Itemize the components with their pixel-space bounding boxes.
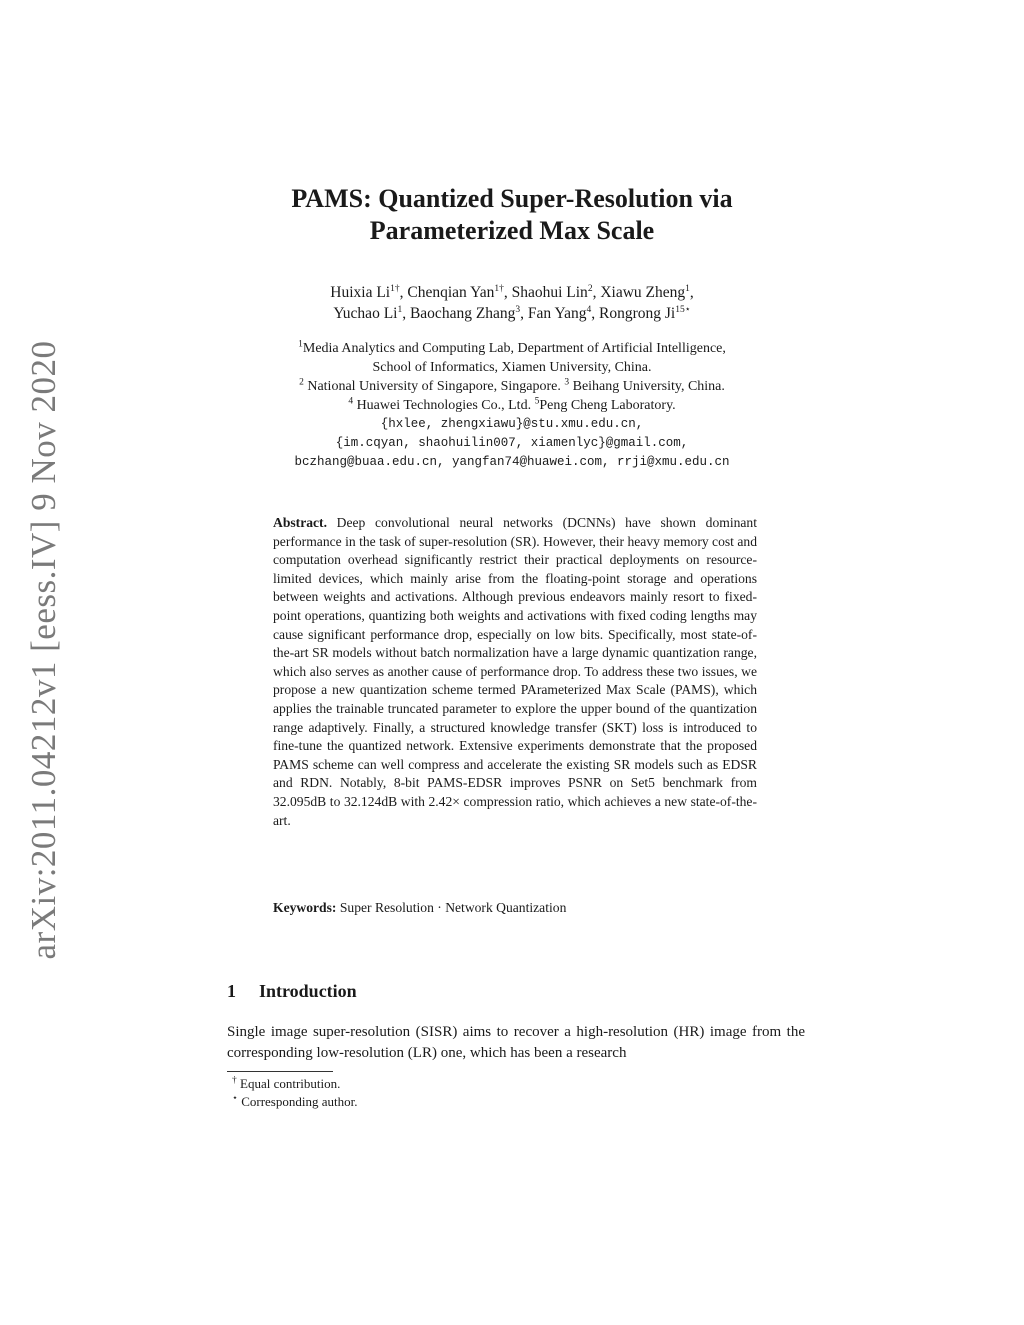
section-number: 1: [227, 981, 236, 1001]
affil-sup: 5: [534, 396, 540, 407]
author-affil-sup: 2: [587, 283, 593, 294]
author-name: Yuchao Li: [333, 305, 398, 322]
affil-sup: 3: [564, 377, 570, 388]
author-affil-sup: 1: [685, 283, 690, 294]
abstract-text: Deep convolutional neural networks (DCNNs) have shown dominant performance in the task of super-resolution (SR). However, their heavy memory cost and computation overhead significantly restrict their practical deployments on resource-limited devices, which mainly arise from the floating-point storage and operations between weights and activations. Although previous endeavors mainly resort to fixed-point operations, quantizing both weights and activations with fixed coding lengths may cause significant performance drop, especially on low bits. Specifically, most state-of-the-art SR models without batch normalization have a large dynamic quantization range, which also serves as another cause of performance drop. To address these two issues, we propose a new quantization scheme termed PArameterized Max Scale (PAMS), which applies the trainable truncated parameter to explore the upper bound of the quantization range adaptively. Finally, a structured knowledge transfer (SKT) loss is introduced to fine-tune the quantized network. Extensive experiments demonstrate that the proposed PAMS scheme can well compress and accelerate the existing SR models such as EDSR and RDN. Notably, 8-bit PAMS-EDSR improves PSNR on Set5 benchmark from 32.095dB to 32.124dB with 2.42× compression ratio, which achieves a new state-of-the-art.: [273, 515, 758, 828]
affil-sup: 4: [348, 396, 354, 407]
author-sep: ,: [689, 284, 694, 301]
email-line-1[interactable]: {hxlee, zhengxiawu}@stu.xmu.edu.cn,: [380, 417, 644, 431]
affiliation-1: [0, 339, 1024, 358]
section-heading: [227, 981, 357, 1002]
abstract-label: Abstract.: [273, 515, 327, 530]
author-sep: ,: [399, 284, 408, 301]
intro-paragraph: Single image super-resolution (SISR) aims to recover a high-resolution (HR) image from the corresponding low-resolution (LR) one, which has been a research: [227, 1024, 805, 1061]
footnote-text: Equal contribution.: [240, 1076, 341, 1091]
arxiv-id: arXiv:2011.04212v1 [eess.IV] 9 Nov 2020: [24, 340, 63, 960]
footnote-text: Corresponding author.: [241, 1094, 358, 1109]
title-line-1: PAMS: Quantized Super-Resolution via: [291, 184, 733, 213]
author-sep: ,: [591, 305, 599, 322]
author-sep: ,: [402, 305, 410, 322]
affil-text: National University of Singapore, Singapore.: [307, 379, 561, 394]
author-sep: ,: [503, 284, 512, 301]
affil-text: Media Analytics and Computing Lab, Department of Artificial Intelligence,: [302, 341, 726, 356]
email-line-2[interactable]: {im.cqyan, shaohuilin007, xiamenlyc}@gmail.com,: [335, 436, 689, 450]
affiliations: [0, 339, 1024, 472]
author-line-2: [0, 303, 1024, 324]
affil-text: Beihang University, China.: [572, 379, 725, 394]
footnotes: [232, 1075, 357, 1111]
footnote-corresponding: [232, 1093, 357, 1111]
keywords: [273, 900, 757, 916]
affil-sup: 2: [299, 377, 304, 388]
abstract: [273, 514, 757, 830]
author-sep: ,: [520, 305, 528, 322]
author-name: Huixia Li: [330, 284, 391, 301]
keywords-text: Super Resolution · Network Quantization: [339, 900, 567, 915]
footnote-divider: [227, 1071, 333, 1072]
author-line-1: [0, 282, 1024, 303]
footnote-mark: †: [232, 1075, 237, 1086]
keywords-label: Keywords:: [273, 900, 337, 915]
affil-sup: 1: [298, 339, 303, 350]
author-affil-sup: 3: [515, 304, 521, 315]
affil-text: Peng Cheng Laboratory.: [539, 398, 676, 413]
section-title: Introduction: [259, 981, 357, 1001]
paper-title: [0, 183, 1024, 247]
email-line-3[interactable]: bczhang@buaa.edu.cn, yangfan74@huawei.com, rrji@xmu.edu.cn: [294, 455, 730, 469]
affiliation-4-5: [0, 396, 1024, 415]
author-affil-sup: 15⋆: [675, 304, 691, 315]
author-sep: ,: [592, 284, 601, 301]
author-name: Shaohui Lin: [511, 284, 588, 301]
author-name: Fan Yang: [527, 305, 587, 322]
author-affil-sup: 1: [397, 304, 403, 315]
affiliation-2-3: [0, 377, 1024, 396]
affiliation-1-cont: School of Informatics, Xiamen University, China.: [372, 360, 652, 375]
author-affil-sup: 4: [586, 304, 592, 315]
footnote-equal: [232, 1075, 357, 1093]
author-list: [0, 282, 1024, 324]
author-name: Chenqian Yan: [407, 284, 495, 301]
author-affil-sup: 1†: [390, 283, 400, 294]
author-name: Rongrong Ji: [599, 305, 676, 322]
affil-text: Huawei Technologies Co., Ltd.: [356, 398, 532, 413]
footnote-mark: ⋆: [232, 1093, 238, 1104]
author-affil-sup: 1†: [494, 283, 504, 294]
author-name: Baochang Zhang: [409, 305, 516, 322]
author-name: Xiawu Zheng: [600, 284, 686, 301]
title-line-2: Parameterized Max Scale: [369, 216, 655, 245]
